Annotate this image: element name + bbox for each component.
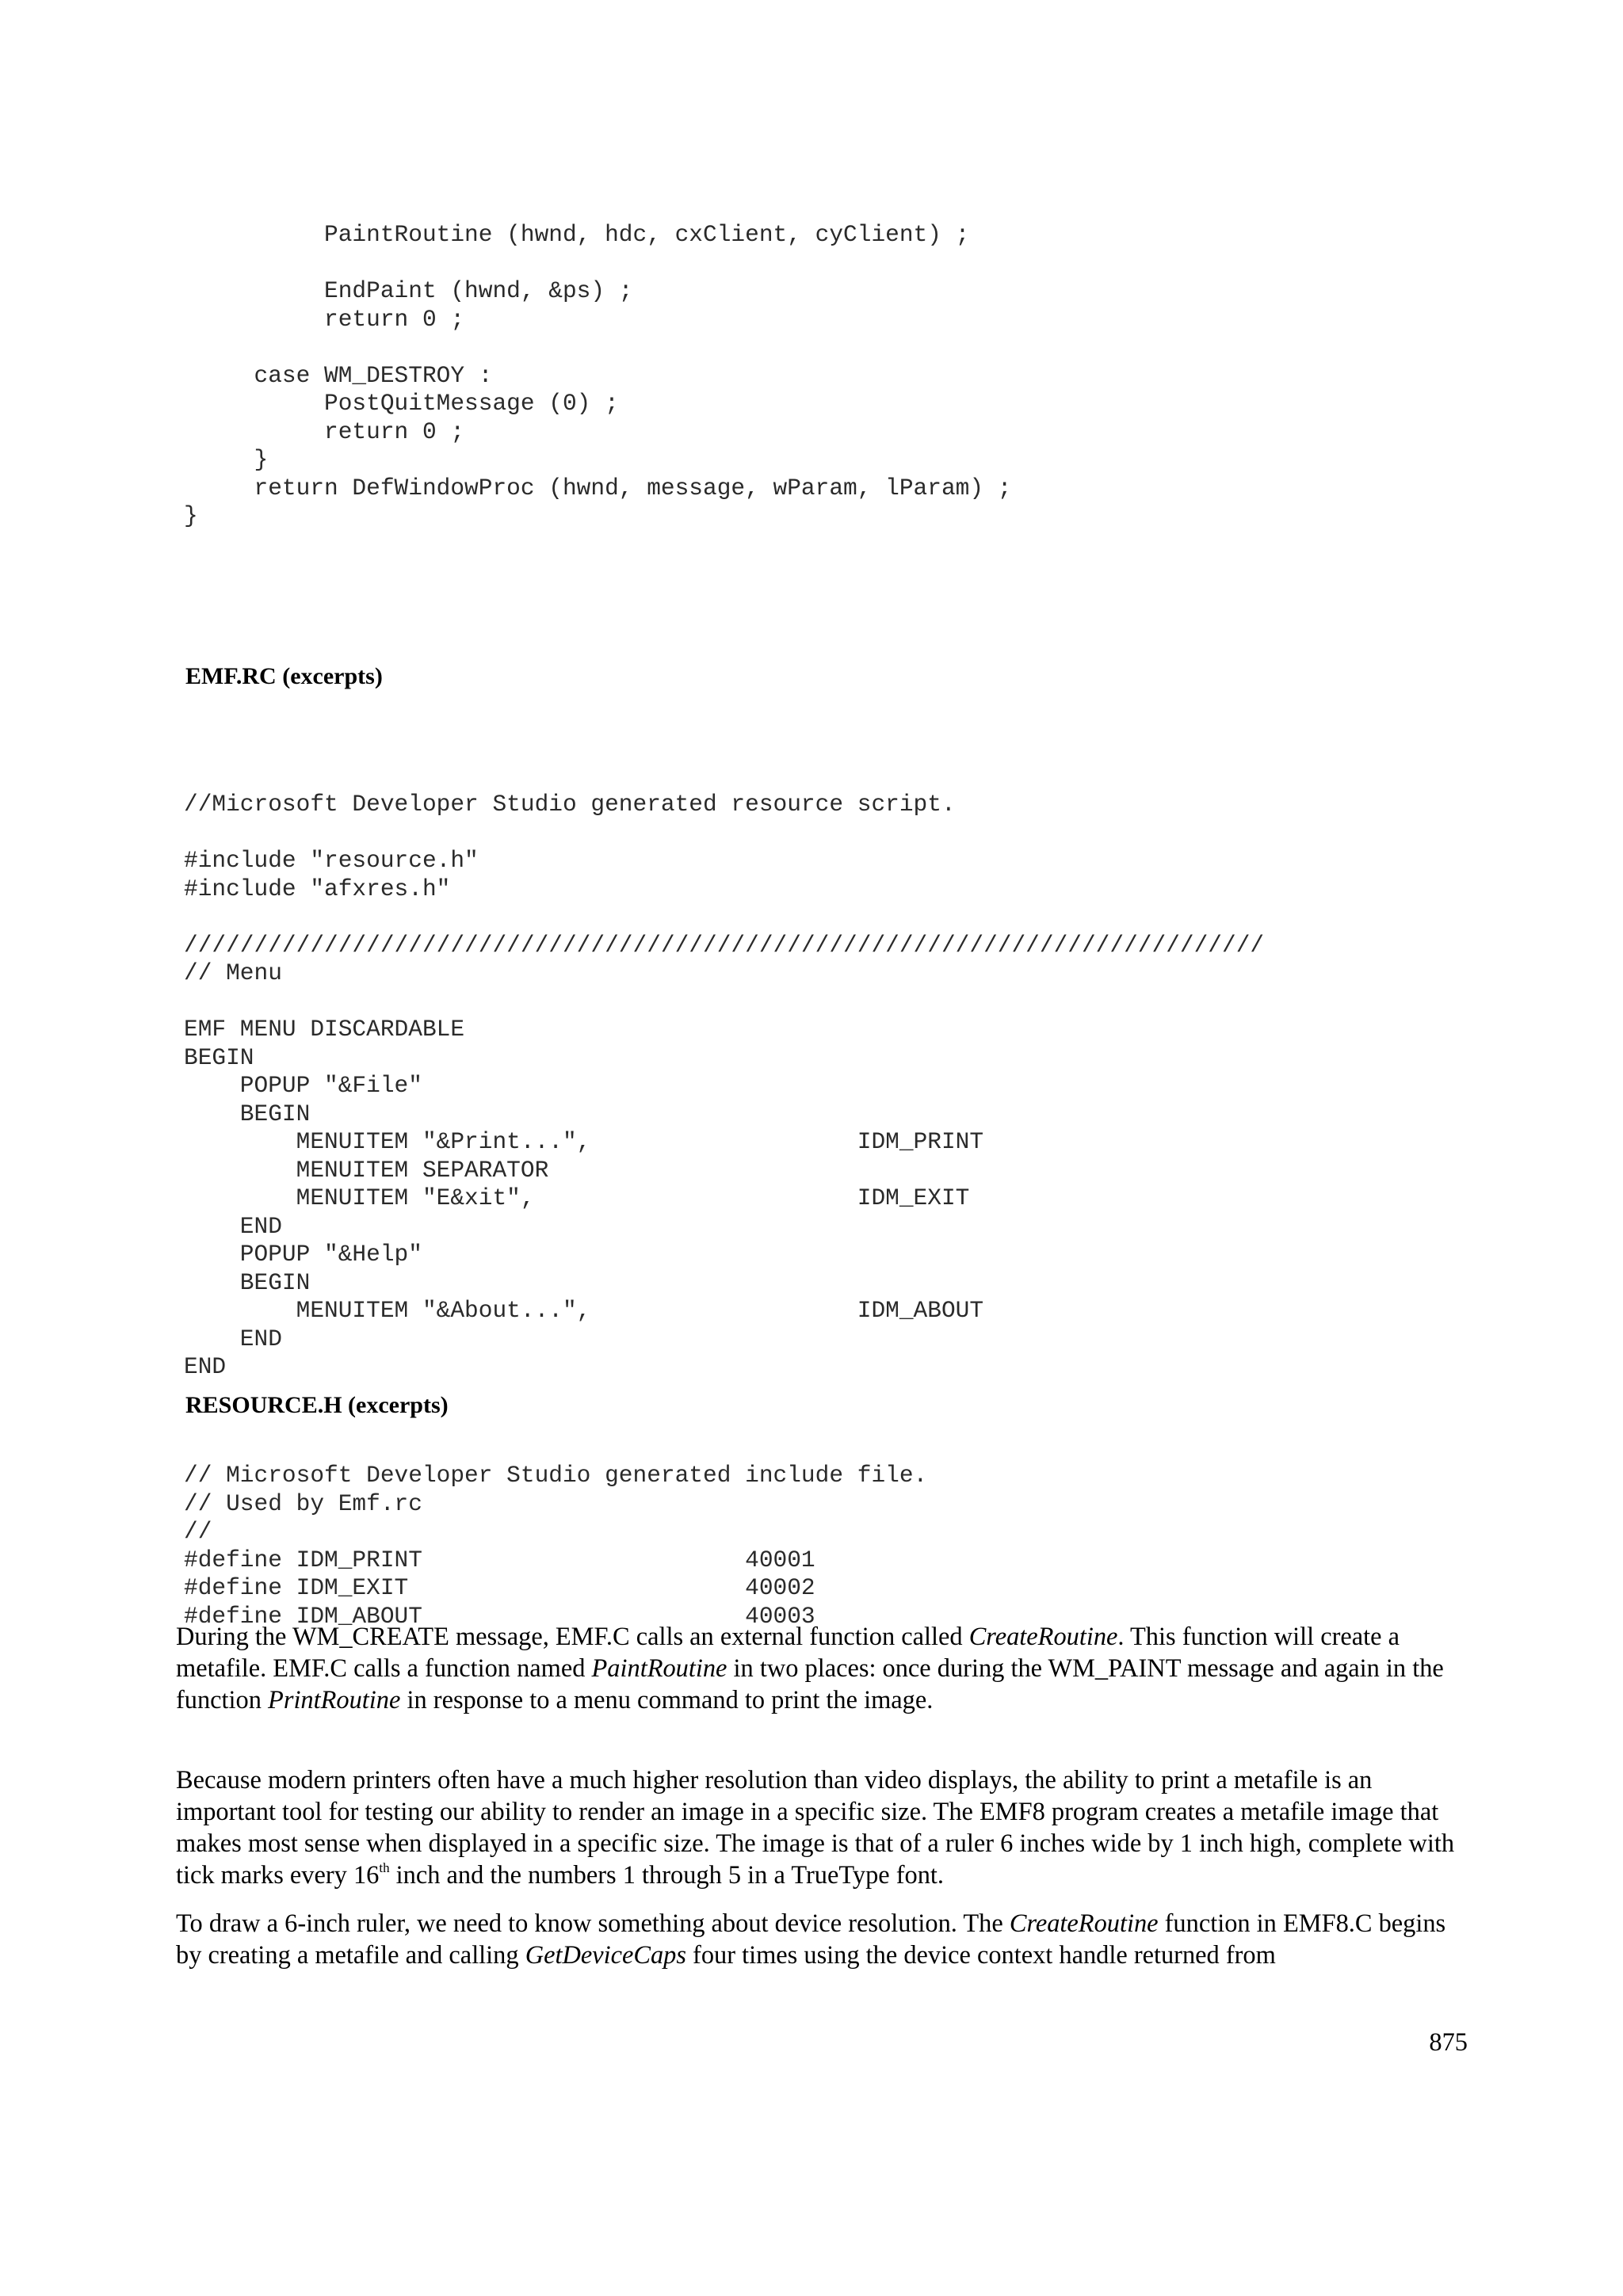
page-number: 875 [1429, 2028, 1468, 2057]
body-paragraph-2 [176, 1764, 1468, 1891]
code-listing-emf-rc: //Microsoft Developer Studio generated resource script. #include "resource.h" #include "afxres.h" ///////////////////////////////////////////////////////////////////////////// // Menu EMF MENU DISCARDABLE BEGIN POPUP "&File" BEGIN MENUITEM "&Print...", IDM_PRINT MENUITEM SEPARATOR MENUITEM "E&xit", IDM_EXIT END POPUP "&Help" BEGIN MENUITEM "&About...", IDM_ABOUT END END [184, 791, 1265, 1380]
p1-text-g: in response to a menu command to print the image. [400, 1686, 934, 1714]
p3-function-create-routine: CreateRoutine [1009, 1909, 1159, 1938]
p1-text-a: During the WM_CREATE message, EMF.C calls an external function called [176, 1623, 969, 1651]
code-listing-resource-h: // Microsoft Developer Studio generated include file. // Used by Emf.rc // #define IDM_PRINT 40001 #define IDM_EXIT 40002 #define IDM_ABOUT 40003 [184, 1462, 928, 1630]
p3-text-c: function in EMF8.C begins by creating a metafile and calling [176, 1909, 1446, 1970]
p2-text-a: Because modern printers often have a much higher resolution than video displays, the ability to print a metafile is an important tool for testing our ability to render an image in a specific size. The EMF8 program creates a metafile image that makes most sense when displayed in a specific size. The image is that of a ruler 6 inches wide by 1 inch high, complete with tick marks every 16 [176, 1766, 1455, 1890]
heading-emf-rc: EMF.RC (excerpts) [185, 663, 383, 689]
heading-resource-h: RESOURCE.H (excerpts) [185, 1392, 449, 1418]
p1-function-print-routine: PrintRoutine [268, 1686, 401, 1714]
p3-text-e: four times using the device context handle returned from [685, 1941, 1276, 1970]
p3-function-get-device-caps: GetDeviceCaps [525, 1941, 686, 1970]
body-paragraph-3 [176, 1908, 1468, 1971]
body-paragraph-1 [176, 1621, 1468, 1716]
p2-text-b: inch and the numbers 1 through 5 in a TrueType font. [389, 1861, 945, 1890]
p3-text-a: To draw a 6-inch ruler, we need to know something about device resolution. The [176, 1909, 1010, 1938]
p1-text-c: . This function will create a metafile. EMF.C calls a function named [176, 1623, 1400, 1683]
p1-function-create-routine: CreateRoutine [968, 1623, 1118, 1651]
code-listing-emf-c-end: PaintRoutine (hwnd, hdc, cxClient, cyClient) ; EndPaint (hwnd, &ps) ; return 0 ; case WM_DESTROY : PostQuitMessage (0) ; return 0 ; } return DefWindowProc (hwnd, message, wParam, lParam) ; } [184, 221, 1012, 529]
p1-function-paint-routine: PaintRoutine [591, 1654, 727, 1683]
p1-text-e: in two places: once during the WM_PAINT message and again in the function [176, 1654, 1444, 1714]
p2-superscript: th [379, 1860, 390, 1875]
